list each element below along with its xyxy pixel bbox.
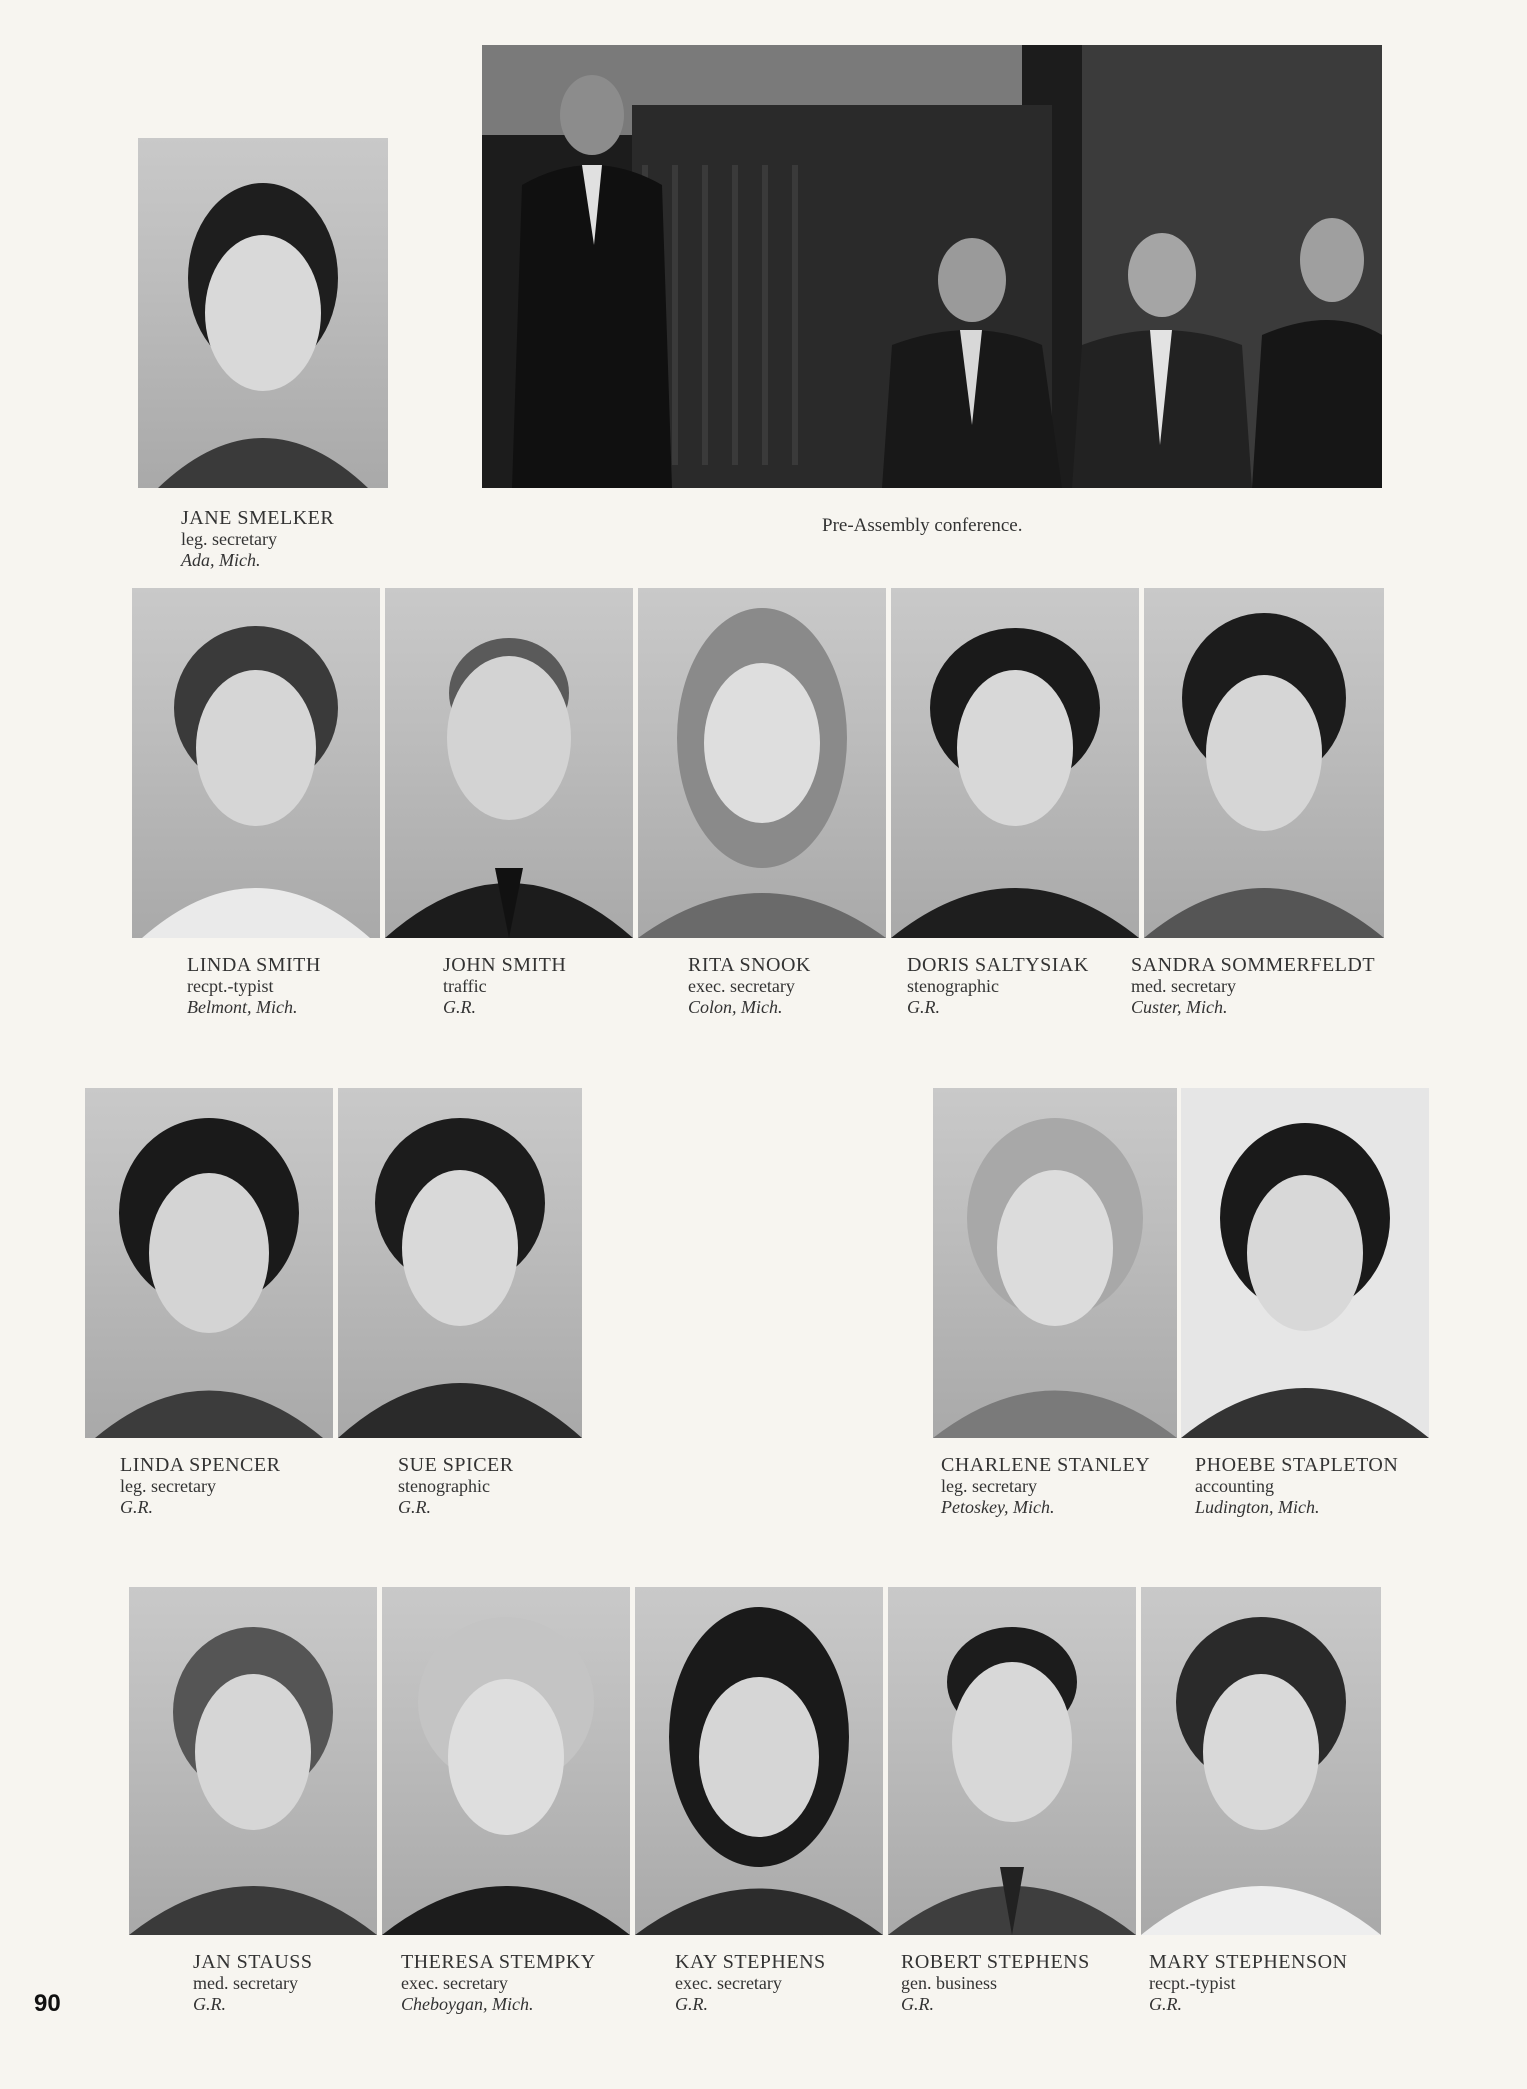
- portrait-photo: [129, 1587, 377, 1935]
- student-name: MARY STEPHENSON: [1149, 1951, 1348, 1973]
- page-number: 90: [34, 1990, 61, 2017]
- student-program: leg. secretary: [120, 1476, 216, 1496]
- student-hometown: G.R.: [907, 997, 940, 1017]
- portrait-photo: [635, 1587, 883, 1935]
- student-name: LINDA SPENCER: [120, 1454, 281, 1476]
- portrait-photo: [933, 1088, 1177, 1438]
- student-hometown: Petoskey, Mich.: [941, 1497, 1055, 1517]
- student-hometown: G.R.: [901, 1994, 934, 2014]
- student-name: THERESA STEMPKY: [401, 1951, 596, 1973]
- student-program: med. secretary: [1131, 976, 1236, 996]
- student-name: PHOEBE STAPLETON: [1195, 1454, 1399, 1476]
- portrait-caption: [907, 955, 1089, 1018]
- student-name: DORIS SALTYSIAK: [907, 954, 1089, 976]
- portrait-photo: [1144, 588, 1384, 938]
- student-program: stenographic: [907, 976, 999, 996]
- portrait-caption: [187, 955, 321, 1018]
- student-program: accounting: [1195, 1476, 1274, 1496]
- portrait-photo: [338, 1088, 582, 1438]
- student-program: stenographic: [398, 1476, 490, 1496]
- portrait-photo: [891, 588, 1139, 938]
- portrait-caption: [193, 1952, 313, 2015]
- portrait-caption: [398, 1455, 514, 1518]
- portrait-photo: [888, 1587, 1136, 1935]
- student-name: JANE SMELKER: [181, 507, 335, 529]
- portrait-caption: [901, 1952, 1090, 2015]
- portrait-caption: [675, 1952, 826, 2015]
- student-name: CHARLENE STANLEY: [941, 1454, 1151, 1476]
- student-hometown: Ada, Mich.: [181, 550, 261, 570]
- portrait-caption: [1149, 1952, 1347, 2015]
- group-photo-caption: Pre-Assembly conference.: [822, 515, 1023, 536]
- portrait-caption: [181, 508, 334, 571]
- student-hometown: G.R.: [675, 1994, 708, 2014]
- group-photo: [482, 45, 1382, 488]
- portrait-photo: [382, 1587, 630, 1935]
- student-hometown: G.R.: [120, 1497, 153, 1517]
- student-hometown: Belmont, Mich.: [187, 997, 298, 1017]
- portrait-caption: [120, 1455, 280, 1518]
- student-hometown: Ludington, Mich.: [1195, 1497, 1320, 1517]
- portrait-photo: [85, 1088, 333, 1438]
- portrait-caption: [688, 955, 811, 1018]
- group-photo-image: [482, 45, 1382, 488]
- student-hometown: Colon, Mich.: [688, 997, 783, 1017]
- portrait-photo: [1141, 1587, 1381, 1935]
- student-hometown: G.R.: [1149, 1994, 1182, 2014]
- student-name: KAY STEPHENS: [675, 1951, 826, 1973]
- student-hometown: Cheboygan, Mich.: [401, 1994, 534, 2014]
- student-name: JOHN SMITH: [443, 954, 567, 976]
- portrait-caption: [443, 955, 566, 1018]
- portrait-caption: [941, 1455, 1150, 1518]
- student-name: RITA SNOOK: [688, 954, 811, 976]
- student-hometown: G.R.: [193, 1994, 226, 2014]
- portrait-photo: [132, 588, 380, 938]
- student-program: exec. secretary: [401, 1973, 508, 1993]
- portrait-caption: [401, 1952, 596, 2015]
- portrait-photo: [638, 588, 886, 938]
- student-program: leg. secretary: [941, 1476, 1037, 1496]
- student-program: leg. secretary: [181, 529, 277, 549]
- portrait-photo: [1181, 1088, 1429, 1438]
- student-name: SUE SPICER: [398, 1454, 514, 1476]
- student-name: ROBERT STEPHENS: [901, 1951, 1090, 1973]
- student-name: JAN STAUSS: [193, 1951, 313, 1973]
- student-program: med. secretary: [193, 1973, 298, 1993]
- student-hometown: G.R.: [443, 997, 476, 1017]
- student-program: recpt.-typist: [1149, 1973, 1236, 1993]
- portrait-caption: [1131, 955, 1375, 1018]
- portrait-photo: [385, 588, 633, 938]
- student-name: SANDRA SOMMERFELDT: [1131, 954, 1376, 976]
- student-program: exec. secretary: [675, 1973, 782, 1993]
- student-hometown: Custer, Mich.: [1131, 997, 1228, 1017]
- portrait-photo: [138, 138, 388, 488]
- student-program: recpt.-typist: [187, 976, 274, 996]
- student-name: LINDA SMITH: [187, 954, 321, 976]
- student-hometown: G.R.: [398, 1497, 431, 1517]
- portrait-caption: [1195, 1455, 1398, 1518]
- student-program: gen. business: [901, 1973, 997, 1993]
- student-program: traffic: [443, 976, 487, 996]
- student-program: exec. secretary: [688, 976, 795, 996]
